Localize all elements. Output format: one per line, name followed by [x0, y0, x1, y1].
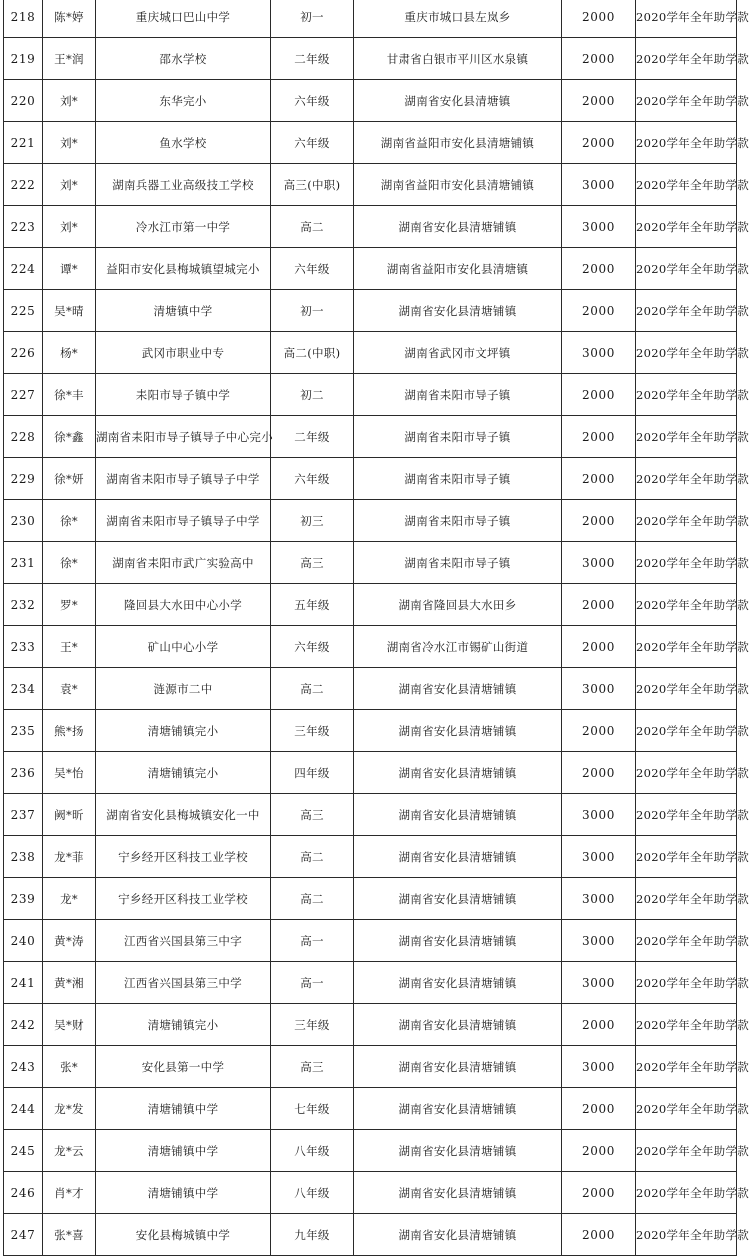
grade-cell: 高二 [271, 878, 354, 920]
address-cell: 湖南省安化县清塘铺镇 [354, 1004, 562, 1046]
table-row [4, 626, 737, 668]
amount-cell: 2000 [562, 38, 636, 80]
school-cell: 清塘铺镇中学 [96, 1130, 271, 1172]
amount-cell: 2000 [562, 374, 636, 416]
student-name-cell: 吴*怡 [43, 752, 96, 794]
row-number-cell: 237 [4, 794, 43, 836]
table-row [4, 836, 737, 878]
student-name-cell: 龙* [43, 878, 96, 920]
student-name-cell: 徐*丰 [43, 374, 96, 416]
amount-cell: 2000 [562, 80, 636, 122]
address-cell: 湖南省安化县清塘铺镇 [354, 1172, 562, 1214]
address-cell: 湖南省安化县清塘铺镇 [354, 794, 562, 836]
student-name-cell: 张*喜 [43, 1214, 96, 1256]
row-number-cell: 219 [4, 38, 43, 80]
table-row [4, 1088, 737, 1130]
address-cell: 湖南省安化县清塘铺镇 [354, 668, 562, 710]
school-cell: 清塘铺镇中学 [96, 1088, 271, 1130]
school-cell: 湖南省耒阳市导子镇导子中心完小 [96, 416, 271, 458]
student-name-cell: 黄*湘 [43, 962, 96, 1004]
row-number-cell: 221 [4, 122, 43, 164]
school-cell: 涟源市二中 [96, 668, 271, 710]
school-cell: 清塘铺镇完小 [96, 1004, 271, 1046]
school-cell: 重庆城口巴山中学 [96, 0, 271, 38]
payment-period-cell: 2020学年全年助学款 [636, 668, 737, 710]
school-cell: 武冈市职业中专 [96, 332, 271, 374]
row-number-cell: 226 [4, 332, 43, 374]
grade-cell: 三年级 [271, 1004, 354, 1046]
payment-period-cell: 2020学年全年助学款 [636, 836, 737, 878]
row-number-cell: 239 [4, 878, 43, 920]
payment-period-cell: 2020学年全年助学款 [636, 164, 737, 206]
student-name-cell: 吴*财 [43, 1004, 96, 1046]
address-cell: 湖南省隆回县大水田乡 [354, 584, 562, 626]
row-number-cell: 223 [4, 206, 43, 248]
row-number-cell: 234 [4, 668, 43, 710]
grade-cell: 六年级 [271, 626, 354, 668]
row-number-cell: 222 [4, 164, 43, 206]
payment-period-cell: 2020学年全年助学款 [636, 626, 737, 668]
table-row [4, 164, 737, 206]
row-number-cell: 231 [4, 542, 43, 584]
grade-cell: 三年级 [271, 710, 354, 752]
payment-period-cell: 2020学年全年助学款 [636, 710, 737, 752]
grade-cell: 六年级 [271, 458, 354, 500]
row-number-cell: 245 [4, 1130, 43, 1172]
student-name-cell: 龙*云 [43, 1130, 96, 1172]
payment-period-cell: 2020学年全年助学款 [636, 542, 737, 584]
address-cell: 湖南省安化县清塘铺镇 [354, 1046, 562, 1088]
school-cell: 湖南兵器工业高级技工学校 [96, 164, 271, 206]
address-cell: 湖南省安化县清塘铺镇 [354, 710, 562, 752]
grade-cell: 初三 [271, 500, 354, 542]
student-name-cell: 熊*扬 [43, 710, 96, 752]
school-cell: 湖南省耒阳市导子镇导子中学 [96, 500, 271, 542]
address-cell: 湖南省耒阳市导子镇 [354, 416, 562, 458]
table-row [4, 878, 737, 920]
address-cell: 甘肃省白银市平川区水泉镇 [354, 38, 562, 80]
school-cell: 宁乡经开区科技工业学校 [96, 878, 271, 920]
grade-cell: 二年级 [271, 416, 354, 458]
student-name-cell: 陈*婷 [43, 0, 96, 38]
grade-cell: 高二 [271, 206, 354, 248]
payment-period-cell: 2020学年全年助学款 [636, 0, 737, 38]
table-row [4, 0, 737, 38]
grade-cell: 四年级 [271, 752, 354, 794]
school-cell: 邵水学校 [96, 38, 271, 80]
table-row [4, 38, 737, 80]
amount-cell: 2000 [562, 752, 636, 794]
table-row [4, 794, 737, 836]
table-row [4, 500, 737, 542]
row-number-cell: 244 [4, 1088, 43, 1130]
address-cell: 湖南省武冈市文坪镇 [354, 332, 562, 374]
school-cell: 益阳市安化县梅城镇望城完小 [96, 248, 271, 290]
school-cell: 安化县第一中学 [96, 1046, 271, 1088]
school-cell: 矿山中心小学 [96, 626, 271, 668]
address-cell: 湖南省安化县清塘铺镇 [354, 962, 562, 1004]
address-cell: 湖南省耒阳市导子镇 [354, 374, 562, 416]
payment-period-cell: 2020学年全年助学款 [636, 1046, 737, 1088]
address-cell: 湖南省安化县清塘铺镇 [354, 1214, 562, 1256]
payment-period-cell: 2020学年全年助学款 [636, 458, 737, 500]
row-number-cell: 238 [4, 836, 43, 878]
amount-cell: 2000 [562, 1088, 636, 1130]
row-number-cell: 240 [4, 920, 43, 962]
student-name-cell: 徐*妍 [43, 458, 96, 500]
grade-cell: 高三 [271, 794, 354, 836]
row-number-cell: 246 [4, 1172, 43, 1214]
student-name-cell: 张* [43, 1046, 96, 1088]
table-row [4, 1046, 737, 1088]
school-cell: 湖南省安化县梅城镇安化一中 [96, 794, 271, 836]
grade-cell: 八年级 [271, 1130, 354, 1172]
row-number-cell: 220 [4, 80, 43, 122]
table-row [4, 458, 737, 500]
student-name-cell: 谭* [43, 248, 96, 290]
amount-cell: 2000 [562, 1004, 636, 1046]
payment-period-cell: 2020学年全年助学款 [636, 920, 737, 962]
amount-cell: 2000 [562, 584, 636, 626]
address-cell: 湖南省耒阳市导子镇 [354, 542, 562, 584]
amount-cell: 2000 [562, 500, 636, 542]
address-cell: 湖南省益阳市安化县清塘镇 [354, 248, 562, 290]
address-cell: 湖南省益阳市安化县清塘铺镇 [354, 122, 562, 164]
grade-cell: 初一 [271, 290, 354, 332]
scholarship-table [3, 0, 749, 1256]
student-name-cell: 杨* [43, 332, 96, 374]
payment-period-cell: 2020学年全年助学款 [636, 122, 737, 164]
amount-cell: 3000 [562, 836, 636, 878]
amount-cell: 3000 [562, 668, 636, 710]
school-cell: 安化县梅城镇中学 [96, 1214, 271, 1256]
row-number-cell: 228 [4, 416, 43, 458]
table-row [4, 710, 737, 752]
student-name-cell: 徐*鑫 [43, 416, 96, 458]
student-name-cell: 罗* [43, 584, 96, 626]
table-row [4, 374, 737, 416]
grade-cell: 七年级 [271, 1088, 354, 1130]
row-number-cell: 233 [4, 626, 43, 668]
student-name-cell: 袁* [43, 668, 96, 710]
amount-cell: 3000 [562, 1046, 636, 1088]
table-row [4, 248, 737, 290]
school-cell: 鱼水学校 [96, 122, 271, 164]
row-number-cell: 230 [4, 500, 43, 542]
payment-period-cell: 2020学年全年助学款 [636, 80, 737, 122]
address-cell: 湖南省冷水江市锡矿山街道 [354, 626, 562, 668]
payment-period-cell: 2020学年全年助学款 [636, 416, 737, 458]
amount-cell: 2000 [562, 1214, 636, 1256]
address-cell: 湖南省安化县清塘铺镇 [354, 836, 562, 878]
address-cell: 湖南省安化县清塘铺镇 [354, 290, 562, 332]
payment-period-cell: 2020学年全年助学款 [636, 500, 737, 542]
address-cell: 湖南省安化县清塘铺镇 [354, 1130, 562, 1172]
table-body [4, 0, 749, 1256]
amount-cell: 3000 [562, 962, 636, 1004]
address-cell: 湖南省安化县清塘铺镇 [354, 920, 562, 962]
payment-period-cell: 2020学年全年助学款 [636, 752, 737, 794]
amount-cell: 3000 [562, 164, 636, 206]
row-number-cell: 235 [4, 710, 43, 752]
amount-cell: 2000 [562, 0, 636, 38]
address-cell: 重庆市城口县左岚乡 [354, 0, 562, 38]
payment-period-cell: 2020学年全年助学款 [636, 290, 737, 332]
school-cell: 江西省兴国县第三中字 [96, 920, 271, 962]
grade-cell: 六年级 [271, 80, 354, 122]
grade-cell: 六年级 [271, 248, 354, 290]
row-number-cell: 242 [4, 1004, 43, 1046]
amount-cell: 2000 [562, 290, 636, 332]
amount-cell: 2000 [562, 626, 636, 668]
payment-period-cell: 2020学年全年助学款 [636, 584, 737, 626]
payment-period-cell: 2020学年全年助学款 [636, 1130, 737, 1172]
grade-cell: 九年级 [271, 1214, 354, 1256]
table-row [4, 920, 737, 962]
address-cell: 湖南省安化县清塘铺镇 [354, 1088, 562, 1130]
row-number-cell: 243 [4, 1046, 43, 1088]
amount-cell: 2000 [562, 122, 636, 164]
grade-cell: 二年级 [271, 38, 354, 80]
payment-period-cell: 2020学年全年助学款 [636, 248, 737, 290]
grade-cell: 高一 [271, 962, 354, 1004]
amount-cell: 2000 [562, 710, 636, 752]
address-cell: 湖南省益阳市安化县清塘铺镇 [354, 164, 562, 206]
amount-cell: 2000 [562, 1172, 636, 1214]
table-row [4, 1130, 737, 1172]
address-cell: 湖南省安化县清塘铺镇 [354, 878, 562, 920]
row-number-cell: 247 [4, 1214, 43, 1256]
payment-period-cell: 2020学年全年助学款 [636, 1004, 737, 1046]
amount-cell: 3000 [562, 206, 636, 248]
row-number-cell: 232 [4, 584, 43, 626]
payment-period-cell: 2020学年全年助学款 [636, 878, 737, 920]
table-row [4, 752, 737, 794]
grade-cell: 高二 [271, 668, 354, 710]
grade-cell: 六年级 [271, 122, 354, 164]
amount-cell: 3000 [562, 920, 636, 962]
school-cell: 耒阳市导子镇中学 [96, 374, 271, 416]
grade-cell: 高三 [271, 1046, 354, 1088]
table-row [4, 1004, 737, 1046]
payment-period-cell: 2020学年全年助学款 [636, 1214, 737, 1256]
payment-period-cell: 2020学年全年助学款 [636, 206, 737, 248]
table-row [4, 332, 737, 374]
amount-cell: 3000 [562, 878, 636, 920]
student-name-cell: 龙*菲 [43, 836, 96, 878]
amount-cell: 3000 [562, 332, 636, 374]
table-row [4, 290, 737, 332]
address-cell: 湖南省安化县清塘铺镇 [354, 752, 562, 794]
table-row [4, 542, 737, 584]
school-cell: 冷水江市第一中学 [96, 206, 271, 248]
row-number-cell: 229 [4, 458, 43, 500]
grade-cell: 高一 [271, 920, 354, 962]
table-row [4, 416, 737, 458]
amount-cell: 2000 [562, 1130, 636, 1172]
row-number-cell: 227 [4, 374, 43, 416]
school-cell: 隆回县大水田中心小学 [96, 584, 271, 626]
address-cell: 湖南省安化县清塘铺镇 [354, 206, 562, 248]
payment-period-cell: 2020学年全年助学款 [636, 794, 737, 836]
row-number-cell: 225 [4, 290, 43, 332]
table-row [4, 1214, 737, 1256]
school-cell: 清塘镇中学 [96, 290, 271, 332]
school-cell: 宁乡经开区科技工业学校 [96, 836, 271, 878]
payment-period-cell: 2020学年全年助学款 [636, 1088, 737, 1130]
payment-period-cell: 2020学年全年助学款 [636, 1172, 737, 1214]
amount-cell: 3000 [562, 542, 636, 584]
table-row [4, 206, 737, 248]
payment-period-cell: 2020学年全年助学款 [636, 962, 737, 1004]
grade-cell: 五年级 [271, 584, 354, 626]
amount-cell: 2000 [562, 248, 636, 290]
grade-cell: 高三(中职) [271, 164, 354, 206]
student-name-cell: 徐* [43, 542, 96, 584]
student-name-cell: 吴*晴 [43, 290, 96, 332]
school-cell: 东华完小 [96, 80, 271, 122]
table-row [4, 122, 737, 164]
row-number-cell: 218 [4, 0, 43, 38]
grade-cell: 高二(中职) [271, 332, 354, 374]
table-row [4, 1172, 737, 1214]
student-name-cell: 刘* [43, 206, 96, 248]
amount-cell: 2000 [562, 416, 636, 458]
school-cell: 湖南省耒阳市导子镇导子中学 [96, 458, 271, 500]
address-cell: 湖南省耒阳市导子镇 [354, 500, 562, 542]
table-row [4, 80, 737, 122]
student-name-cell: 刘* [43, 80, 96, 122]
school-cell: 江西省兴国县第三中学 [96, 962, 271, 1004]
student-name-cell: 刘* [43, 122, 96, 164]
student-name-cell: 肖*才 [43, 1172, 96, 1214]
school-cell: 清塘铺镇中学 [96, 1172, 271, 1214]
school-cell: 清塘铺镇完小 [96, 752, 271, 794]
amount-cell: 3000 [562, 794, 636, 836]
grade-cell: 高二 [271, 836, 354, 878]
row-number-cell: 224 [4, 248, 43, 290]
address-cell: 湖南省耒阳市导子镇 [354, 458, 562, 500]
grade-cell: 高三 [271, 542, 354, 584]
table-row [4, 668, 737, 710]
student-name-cell: 黄*涛 [43, 920, 96, 962]
student-name-cell: 刘* [43, 164, 96, 206]
student-name-cell: 阙*昕 [43, 794, 96, 836]
school-cell: 清塘铺镇完小 [96, 710, 271, 752]
address-cell: 湖南省安化县清塘镇 [354, 80, 562, 122]
payment-period-cell: 2020学年全年助学款 [636, 374, 737, 416]
table-row [4, 584, 737, 626]
grade-cell: 八年级 [271, 1172, 354, 1214]
grade-cell: 初二 [271, 374, 354, 416]
payment-period-cell: 2020学年全年助学款 [636, 38, 737, 80]
school-cell: 湖南省耒阳市武广实验高中 [96, 542, 271, 584]
payment-period-cell: 2020学年全年助学款 [636, 332, 737, 374]
student-name-cell: 龙*发 [43, 1088, 96, 1130]
student-name-cell: 王* [43, 626, 96, 668]
grade-cell: 初一 [271, 0, 354, 38]
row-number-cell: 236 [4, 752, 43, 794]
table-row [4, 962, 737, 1004]
student-name-cell: 王*润 [43, 38, 96, 80]
amount-cell: 2000 [562, 458, 636, 500]
row-number-cell: 241 [4, 962, 43, 1004]
student-name-cell: 徐* [43, 500, 96, 542]
